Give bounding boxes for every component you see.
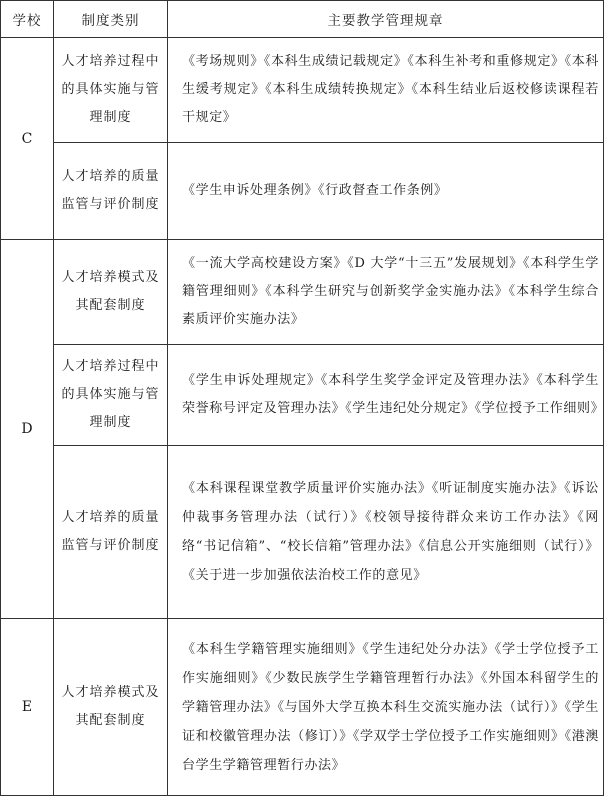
rules-cell: 《一流大学高校建设方案》《D 大学“十三五”发展规划》《本科学生学籍管理细则》《本科学生研究与创新奖学金实施办法》《本科学生综合素质评价实施办法》: [168, 240, 604, 345]
header-rules: 主要教学管理规章: [168, 1, 604, 38]
header-category: 制度类别: [54, 1, 168, 38]
category-cell: 人才培养的质量监管与评价制度: [54, 143, 168, 240]
table-row: [1, 240, 604, 345]
rules-cell: 《本科课程课堂教学质量评价实施办法》《听证制度实施办法》《诉讼仲裁事务管理办法（试行）》《校领导接待群众来访工作办法》《网络“书记信箱”、“校长信箱”管理办法》《信息公开实施细则（试行）》《关于进一步加强依法治校工作的意见》: [168, 446, 604, 619]
table-row: [1, 619, 604, 796]
rules-cell: 《学生申诉处理规定》《本科学生奖学金评定及管理办法》《本科学生荣誉称号评定及管理办法》《学生违纪处分规定》《学位授予工作细则》: [168, 345, 604, 446]
category-cell: 人才培养过程中的具体实施与管理制度: [54, 38, 168, 143]
rules-cell: 《考场规则》《本科生成绩记载规定》《本科生补考和重修规定》《本科生缓考规定》《本科生成绩转换规定》《本科生结业后返校修读课程若干规定》: [168, 38, 604, 143]
table-row: [1, 345, 604, 446]
table-row: [1, 143, 604, 240]
category-cell: 人才培养模式及其配套制度: [54, 240, 168, 345]
school-cell: D: [1, 240, 54, 619]
rules-cell: 《学生申诉处理条例》《行政督查工作条例》: [168, 143, 604, 240]
category-cell: 人才培养的质量监管与评价制度: [54, 446, 168, 619]
category-cell: 人才培养过程中的具体实施与管理制度: [54, 345, 168, 446]
header-school: 学校: [1, 1, 54, 38]
school-cell: E: [1, 619, 54, 796]
table-header-row: [1, 1, 604, 38]
category-cell: 人才培养模式及其配套制度: [54, 619, 168, 796]
school-cell: C: [1, 38, 54, 240]
rules-cell: 《本科生学籍管理实施细则》《学生违纪处分办法》《学士学位授予工作实施细则》《少数民族学生学籍管理暂行办法》《外国本科留学生的学籍管理办法》《与国外大学互换本科生交流实施办法（试行）》《学生证和校徽管理办法（修订）》《学双学士学位授予工作实施细则》《港澳台学生学籍管理暂行办法》: [168, 619, 604, 796]
table-row: [1, 446, 604, 619]
table-row: [1, 38, 604, 143]
